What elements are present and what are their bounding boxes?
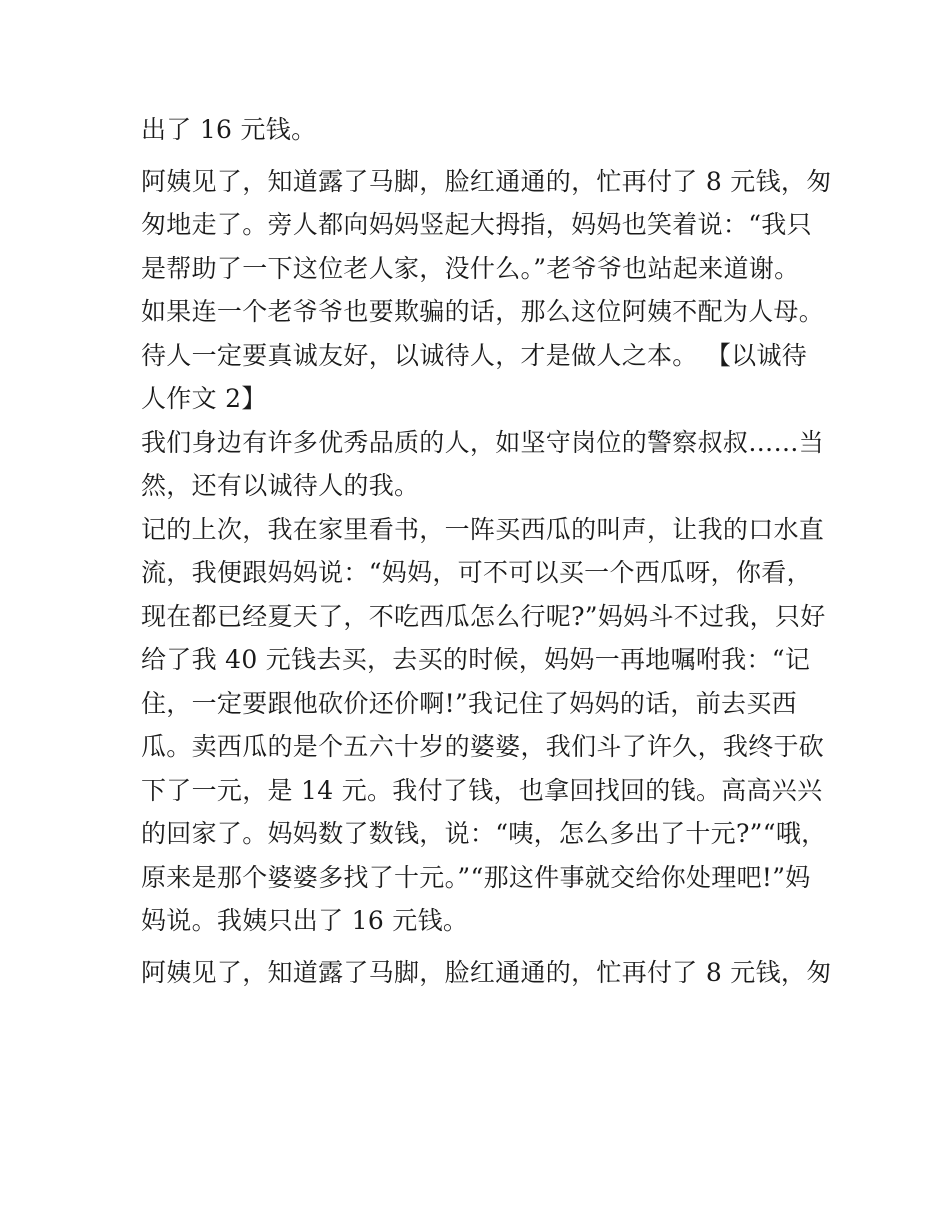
text-line: 人作文 2】 <box>141 384 267 413</box>
text-line: 流，我便跟妈妈说：“妈妈，可不可以买一个西瓜呀，你看， <box>141 558 812 587</box>
text-line: 出了 16 元钱。 <box>141 115 317 144</box>
text-line: 妈说。我姨只出了 16 元钱。 <box>141 906 469 935</box>
text-line: 瓜。卖西瓜的是个五六十岁的婆婆，我们斗了许久，我终于砍 <box>141 732 825 761</box>
text-line: 是帮助了一下这位老人家，没什么。”老爷爷也站起来道谢。 <box>141 253 800 283</box>
text-line: 阿姨见了，知道露了马脚，脸红通通的，忙再付了 8 元钱，匆 <box>141 957 832 987</box>
text-line: 原来是那个婆婆多找了十元。”“那这件事就交给你处理吧!”妈 <box>141 862 811 892</box>
text-line: 待人一定要真诚友好，以诚待人，才是做人之本。 【以诚待 <box>141 340 808 370</box>
text-line: 下了一元，是 14 元。我付了钱，也拿回找回的钱。高高兴兴 <box>141 775 823 805</box>
text-line: 我们身边有许多优秀品质的人，如坚守岗位的警察叔叔……当 <box>141 427 825 457</box>
text-line: 记的上次，我在家里看书，一阵买西瓜的叫声，让我的口水直 <box>141 514 825 544</box>
document-body <box>141 108 832 994</box>
text-line: 匆地走了。旁人都向妈妈竖起大拇指，妈妈也笑着说：“我只 <box>141 210 812 239</box>
text-line: 住，一定要跟他砍价还价啊!”我记住了妈妈的话，前去买西 <box>141 688 797 718</box>
text-line: 然，还有以诚待人的我。 <box>141 471 420 500</box>
text-line: 现在都已经夏天了，不吃西瓜怎么行呢?”妈妈斗不过我，只好 <box>141 601 826 631</box>
text-line: 阿姨见了，知道露了马脚，脸红通通的，忙再付了 8 元钱，匆 <box>141 166 832 196</box>
text-line: 的回家了。妈妈数了数钱，说：“咦，怎么多出了十元?”“哦， <box>141 819 827 848</box>
text-line: 如果连一个老爷爷也要欺骗的话，那么这位阿姨不配为人母。 <box>141 297 825 326</box>
text-line: 给了我 40 元钱去买，去买的时候，妈妈一再地嘱咐我：“记 <box>141 645 811 674</box>
